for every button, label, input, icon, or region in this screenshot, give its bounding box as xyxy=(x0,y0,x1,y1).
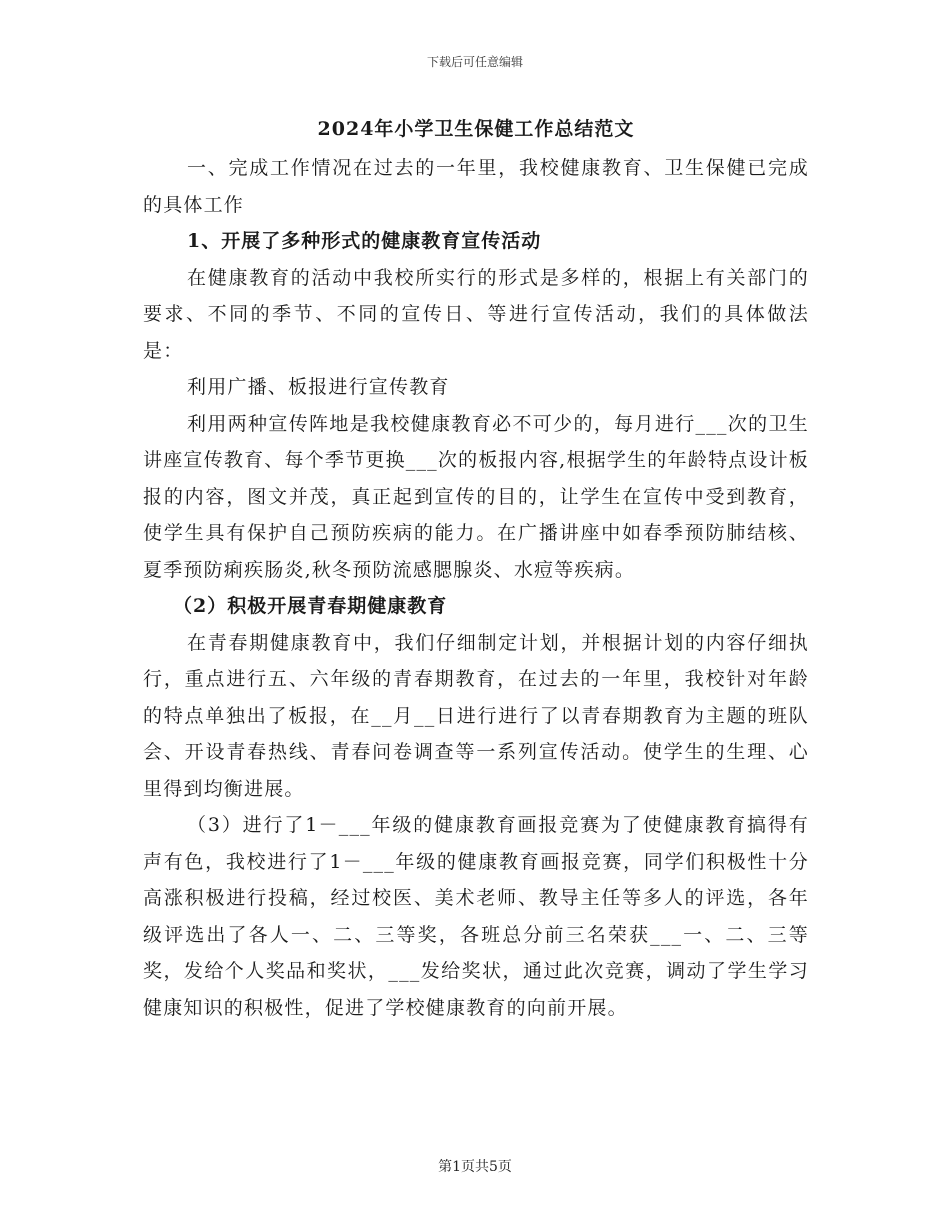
page-number: 第1页共5页 xyxy=(438,1159,512,1175)
paragraph-publicity-forms: 在健康教育的活动中我校所实行的形式是多样的，根据上有关部门的要求、不同的季节、不同的宣传日、等进行宣传活动，我们的具体做法是： xyxy=(143,266,809,362)
paragraph-publicity-details: 利用两种宣传阵地是我校健康教育必不可少的，每月进行___次的卫生讲座宣传教育、每个季节更换___次的板报内容,根据学生的年龄特点设计板报的内容，图文并茂，真正起到宣传的目的，让学生在宣传中受到教育，使学生具有保护自己预防疾病的能力。在广播讲座中如春季预防肺结核、夏季预防痢疾肠炎,秋冬预防流感腮腺炎、水痘等疾病。 xyxy=(143,412,809,581)
section-heading-publicity: 1、开展了多种形式的健康教育宣传活动 xyxy=(187,230,542,252)
document-body xyxy=(143,112,809,1026)
section-heading-adolescence: （2）积极开展青春期健康教育 xyxy=(173,595,448,617)
document-title: 2024年小学卫生保健工作总结范文 xyxy=(317,118,635,140)
paragraph-intro: 一、完成工作情况在过去的一年里，我校健康教育、卫生保健已完成的具体工作 xyxy=(143,157,809,216)
paragraph-broadcast-board: 利用广播、板报进行宣传教育 xyxy=(187,376,450,398)
paragraph-poster-contest: （3）进行了1－___年级的健康教育画报竞赛为了使健康教育搞得有声有色，我校进行了1－___年级的健康教育画报竞赛，同学们积极性十分高涨积极进行投稿，经过校医、美术老师、教导主任等多人的评选，各年级评选出了各人一、二、三等奖，各班总分前三名荣获___一、二、三等奖，发给个人奖品和奖状，___发给奖状，通过此次竞赛，调动了学生学习健康知识的积极性，促进了学校健康教育的向前开展。 xyxy=(143,814,809,1019)
header-note: 下载后可任意编辑 xyxy=(426,55,523,69)
paragraph-adolescence: 在青春期健康教育中，我们仔细制定计划，并根据计划的内容仔细执行，重点进行五、六年级的青春期教育，在过去的一年里，我校针对年龄的特点单独出了板报，在__月__日进行进行了以青春期教育为主题的班队会、开设青春热线、青春问卷调查等一系列宣传活动。使学生的生理、心里得到均衡进展。 xyxy=(143,631,809,800)
